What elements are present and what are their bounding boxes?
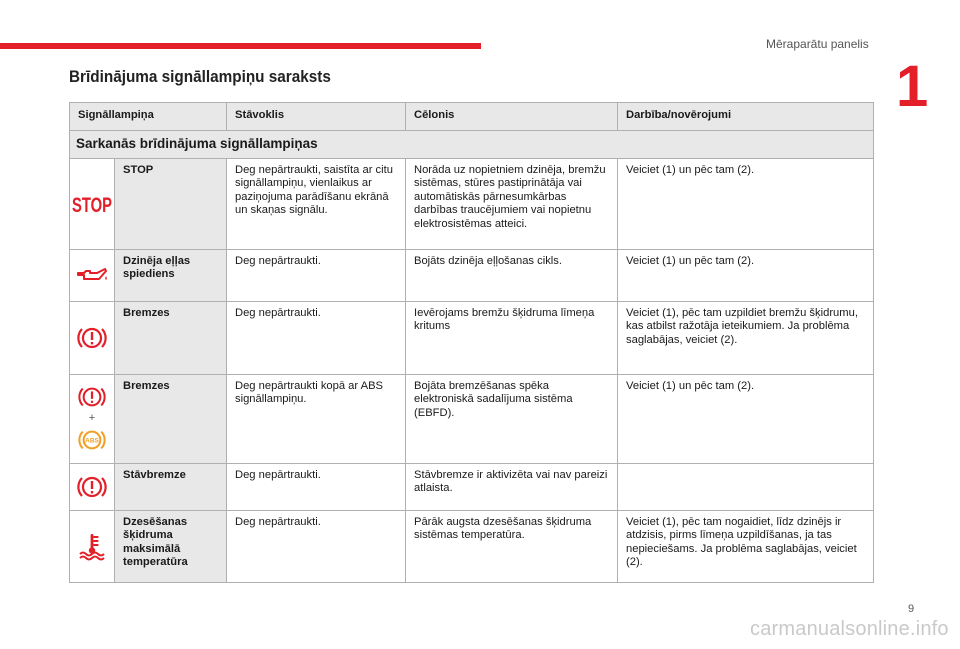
warning-state: Deg nepārtraukti kopā ar ABS signāllampiņu.	[227, 374, 406, 463]
stop-icon	[70, 158, 115, 249]
section-title: Mēraparātu panelis	[766, 37, 869, 51]
table-row	[70, 510, 874, 582]
column-header-action: Darbība/novērojumi	[618, 103, 874, 131]
warning-cause: Pārāk augsta dzesēšanas šķidruma sistēmas temperatūra.	[406, 510, 618, 582]
section-heading-red-warnings: Sarkanās brīdinājuma signāllampiņas	[70, 131, 874, 159]
warning-action: Veiciet (1) un pēc tam (2).	[618, 158, 874, 249]
table-header-row	[70, 103, 874, 131]
warning-cause: Bojāts dzinēja eļļošanas cikls.	[406, 249, 618, 301]
warning-state: Deg nepārtraukti.	[227, 249, 406, 301]
column-header-cause: Cēlonis	[406, 103, 618, 131]
column-header-state: Stāvoklis	[227, 103, 406, 131]
warning-action: Veiciet (1) un pēc tam (2).	[618, 374, 874, 463]
table-row	[70, 249, 874, 301]
table-row	[70, 463, 874, 510]
brake-warning-icon	[76, 384, 108, 410]
warning-name: Dzesēšanas šķidruma maksimālā temperatūra	[115, 510, 227, 582]
page-number: 9	[908, 603, 915, 615]
warning-name: Stāvbremze	[115, 463, 227, 510]
column-header-warning-light: Signāllampiņa	[70, 103, 227, 131]
brake-warning-icon	[70, 301, 115, 374]
parking-brake-icon	[70, 463, 115, 510]
stop-icon-text: STOP	[72, 193, 112, 217]
warning-action	[618, 463, 874, 510]
warning-cause: Norāda uz nopietniem dzinēja, bremžu sistēmas, stūres pastiprinātāja vai automātiskās pārnesumkārbas darbības traucējumiem vai nopietnu elektrosistēmas atteici.	[406, 158, 618, 249]
warning-name: STOP	[115, 158, 227, 249]
table-row	[70, 158, 874, 249]
warning-name: Bremzes	[115, 374, 227, 463]
table-row	[70, 301, 874, 374]
warning-lights-table	[69, 102, 874, 583]
warning-action: Veiciet (1), pēc tam uzpildiet bremžu šķidrumu, kas atbilst ražotāja ieteikumiem. Ja problēma saglabājas, veiciet (2).	[618, 301, 874, 374]
red-accent-bar	[0, 43, 481, 49]
warning-state: Deg nepārtraukti.	[227, 510, 406, 582]
warning-name: Dzinēja eļļas spiediens	[115, 249, 227, 301]
oil-pressure-icon	[70, 249, 115, 301]
table-row	[70, 374, 874, 463]
warning-state: Deg nepārtraukti.	[227, 463, 406, 510]
warning-state: Deg nepārtraukti, saistīta ar citu signāllampiņu, vienlaikus ar paziņojuma parādīšanu ekrānā un skaņas signālu.	[227, 158, 406, 249]
warning-action: Veiciet (1) un pēc tam (2).	[618, 249, 874, 301]
warning-cause: Bojāta bremzēšanas spēka elektroniskā sadalījuma sistēma (EBFD).	[406, 374, 618, 463]
page-title: Brīdinājuma signāllampiņu saraksts	[69, 67, 331, 86]
abs-icon	[76, 427, 108, 453]
warning-action: Veiciet (1), pēc tam nogaidiet, līdz dzinējs ir atdzisis, pirms līmeņa uzpildīšanas, ja tas nepieciešams. Ja problēma saglabājas, veiciet (2).	[618, 510, 874, 582]
abs-icon-text: ABS	[85, 437, 99, 445]
warning-state: Deg nepārtraukti.	[227, 301, 406, 374]
warning-name: Bremzes	[115, 301, 227, 374]
plus-sign: +	[88, 411, 96, 424]
warning-cause: Stāvbremze ir aktivizēta vai nav pareizi atlaista.	[406, 463, 618, 510]
chapter-number: 1	[896, 54, 929, 119]
brake-and-abs-icon	[70, 374, 115, 463]
coolant-temperature-icon	[70, 510, 115, 582]
warning-cause: Ievērojams bremžu šķidruma līmeņa kritums	[406, 301, 618, 374]
watermark: carmanualsonline.info	[750, 618, 949, 640]
